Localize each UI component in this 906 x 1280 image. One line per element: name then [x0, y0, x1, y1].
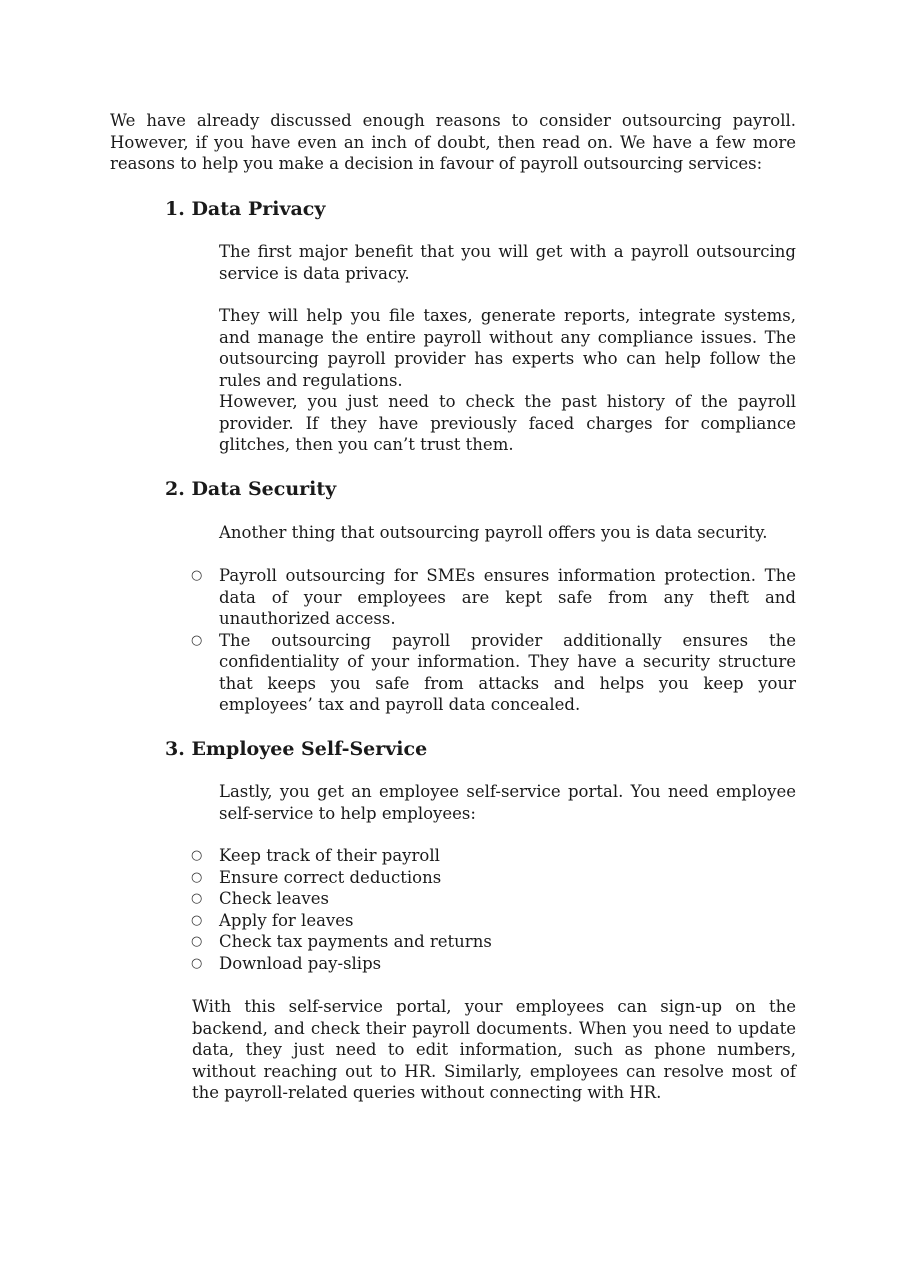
list-item-text: The outsourcing payroll provider additionally ensures the confidentiality of your information. They have a security structure that keeps you safe from attacks and helps you keep your employees’ tax and payroll data concealed. — [219, 630, 796, 714]
heading-data-privacy: 1. Data Privacy — [165, 198, 326, 220]
privacy-paragraph-3: However, you just need to check the past history of the payroll provider. If they have previously faced charges for compliance glitches, then you can’t trust them. — [219, 392, 796, 454]
security-bullet-list — [191, 565, 796, 716]
list-item — [191, 910, 796, 932]
list-item-text: Download pay-slips — [219, 953, 382, 973]
closing-paragraph: With this self-service portal, your employees can sign-up on the backend, and check their payroll documents. When you need to update data, they just need to edit information, such as phone numbers, without reaching out to HR. Similarly, employees can resolve most of the payroll-related queries without connecting with HR. — [192, 997, 796, 1102]
bullet-circle-icon: ○ — [191, 912, 203, 928]
bullet-circle-icon: ○ — [191, 568, 203, 583]
list-item-text: Check tax payments and returns — [219, 932, 492, 951]
privacy-paragraph-2: They will help you file taxes, generate reports, integrate systems, and manage the entire payroll without any compliance issues. The outsourcing payroll provider has experts who can help follow the rules and regulations. — [219, 306, 796, 390]
bullet-circle-icon: ○ — [191, 632, 203, 648]
heading-data-security: 2. Data Security — [165, 478, 337, 500]
list-item-text: Apply for leaves — [219, 910, 354, 930]
list-item — [191, 931, 796, 953]
list-item — [191, 888, 796, 910]
privacy-paragraph-1: The first major benefit that you will get with a payroll outsourcing service is data privacy. — [219, 242, 796, 283]
intro-paragraph: We have already discussed enough reasons to consider outsourcing payroll. However, if you have even an inch of doubt, then read on. We have a few more reasons to help you make a decision in favour of payroll outsourcing services: — [110, 111, 796, 173]
bullet-circle-icon: ○ — [191, 848, 203, 863]
bullet-circle-icon: ○ — [191, 934, 203, 949]
list-item-text: Payroll outsourcing for SMEs ensures information protection. The data of your employees are kept safe from any theft and unauthorized access. — [219, 566, 796, 628]
list-item-text: Keep track of their payroll — [219, 846, 440, 865]
list-item-text: Ensure correct deductions — [219, 867, 442, 887]
self-service-paragraph-1: Lastly, you get an employee self-service portal. You need employee self-service to help employees: — [219, 782, 796, 823]
self-service-bullet-list — [191, 845, 796, 974]
list-item — [191, 867, 796, 889]
list-item-text: Check leaves — [219, 889, 329, 908]
list-item — [191, 565, 796, 630]
bullet-circle-icon: ○ — [191, 869, 203, 885]
list-item — [191, 953, 796, 975]
list-item — [191, 845, 796, 867]
bullet-circle-icon: ○ — [191, 891, 203, 906]
bullet-circle-icon: ○ — [191, 955, 203, 971]
security-paragraph-1: Another thing that outsourcing payroll offers you is data security. — [219, 523, 768, 542]
heading-employee-self-service: 3. Employee Self-Service — [165, 738, 428, 760]
list-item — [191, 630, 796, 716]
